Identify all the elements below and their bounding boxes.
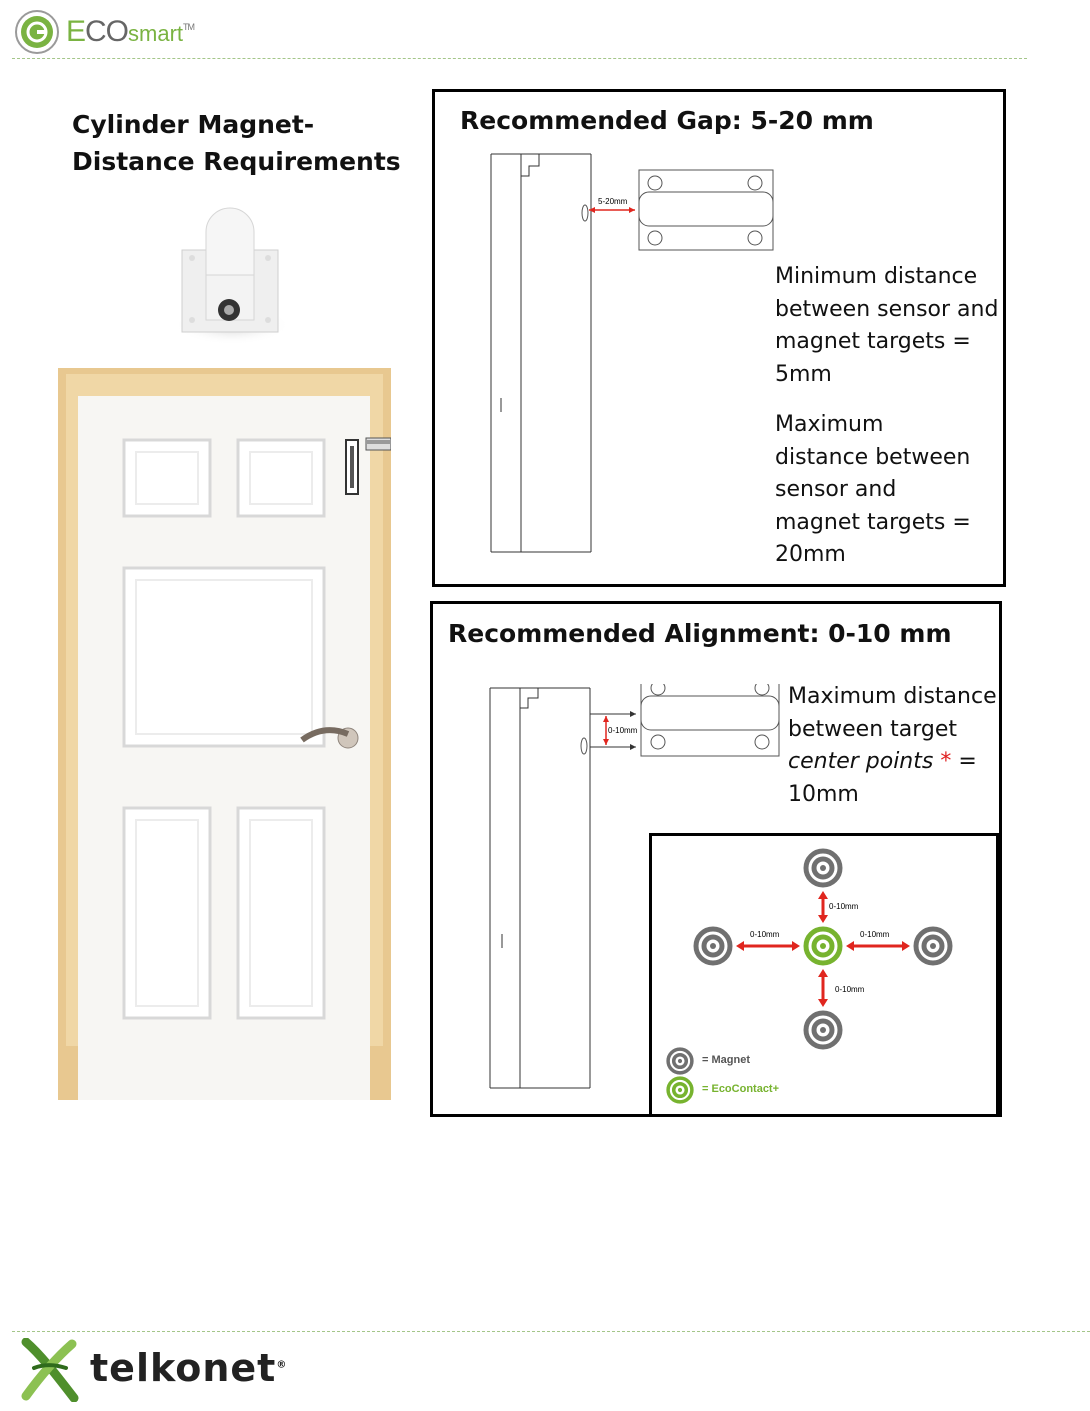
legend-magnet: = Magnet (702, 1054, 750, 1066)
alignment-text: Maximum distance between target center points * = 10mm (788, 684, 997, 807)
target-label-left: 0-10mm (750, 930, 780, 939)
alignment-dimension-label: 0-10mm (608, 726, 638, 735)
telkonet-wordmark: telkonet® (90, 1346, 288, 1390)
gap-min-text: Minimum distance between sensor and magnet targets = 5mm (775, 264, 999, 387)
gap-dimension-label: 5-20mm (598, 197, 628, 206)
target-diagram (652, 836, 996, 1114)
page-title: Cylinder Magnet- Distance Requirements (72, 110, 401, 176)
cylinder-magnet-image (170, 200, 290, 350)
ecosmart-logo (14, 9, 244, 59)
ecosmart-circle-icon (14, 9, 60, 55)
gap-panel (432, 89, 1006, 587)
target-label-bottom: 0-10mm (835, 985, 865, 994)
magnet-target-left (696, 929, 730, 963)
magnet-target-top (806, 851, 840, 885)
footer-divider (12, 1331, 1090, 1332)
magnet-target-right (916, 929, 950, 963)
ecocontact-target-center (806, 929, 840, 963)
target-label-right: 0-10mm (860, 930, 890, 939)
target-alignment-inset (649, 833, 999, 1117)
telkonet-logo-icon (20, 1338, 80, 1402)
header-divider (12, 58, 1027, 59)
legend-ecocontact: = EcoContact+ (702, 1083, 780, 1095)
door-image (58, 368, 391, 1100)
gap-panel-title: Recommended Gap: 5-20 mm (460, 106, 874, 135)
ecosmart-wordmark: ECOsmart™ (66, 15, 195, 48)
gap-diagram (485, 150, 785, 555)
alignment-panel-title: Recommended Alignment: 0-10 mm (448, 619, 952, 648)
alignment-panel (430, 601, 1002, 1117)
target-label-top: 0-10mm (829, 902, 859, 911)
magnet-target-bottom (806, 1013, 840, 1047)
gap-max-text: Maximum distance between sensor and magnet targets = 20mm (775, 412, 971, 567)
